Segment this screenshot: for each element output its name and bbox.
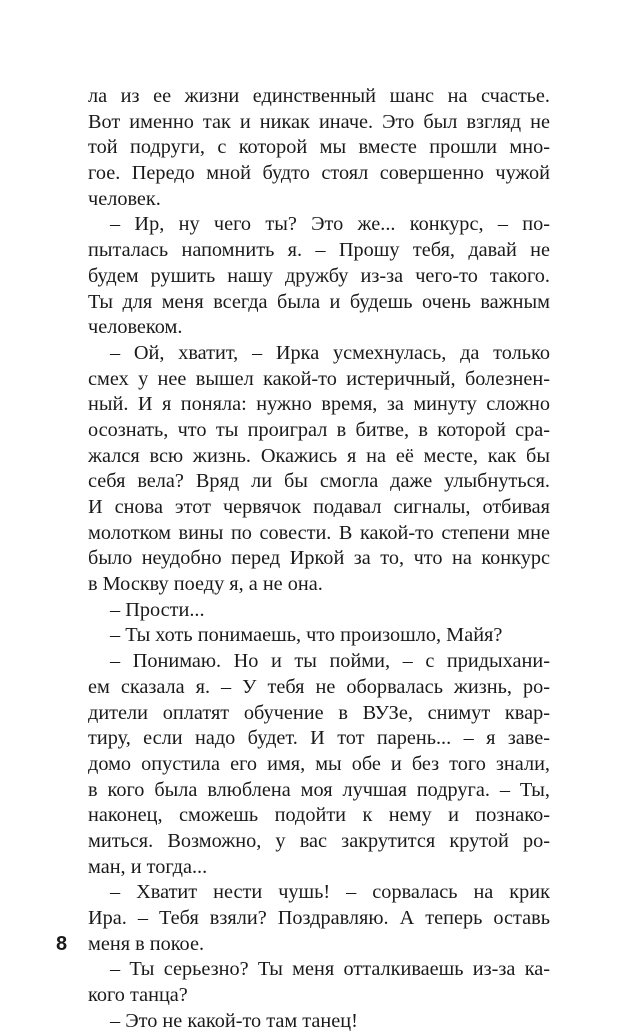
text-line: ем сказала я. – У тебя не оборвалась жизнь, ро- — [88, 675, 550, 698]
page-number: 8 — [56, 933, 68, 955]
text-line: – Ты хоть понимаешь, что произошло, Майя? — [110, 624, 503, 647]
text-line: смех у нее вышел какой-то истеричный, болезнен- — [88, 367, 550, 390]
text-line: в кого была влюблена моя лучшая подруга. – Ты, — [88, 778, 550, 801]
text-line: в Москву поеду я, а не она. — [88, 573, 323, 596]
text-line: будем рушить нашу дружбу из-за чего-то такого. — [88, 264, 550, 287]
paragraph — [88, 1009, 550, 1034]
text-line: меня в покое. — [88, 932, 205, 955]
text-line: ла из ее жизни единственный шанс на счастье. — [88, 85, 550, 107]
text-line: – Ой, хватит, – Ирка усмехнулась, да только — [110, 341, 550, 364]
text-line: Ира. – Тебя взяли? Поздравляю. А теперь оставь — [88, 907, 550, 929]
text-line: молотком вины по совести. В какой-то степени мне — [88, 521, 550, 544]
text-line: пыталась напомнить я. – Прошу тебя, давай не — [88, 239, 550, 262]
text-line: гое. Передо мной будто стоял совершенно чужой — [88, 162, 550, 185]
text-line: Ты для меня всегда была и будешь очень важным — [88, 290, 550, 313]
text-line: – Хватит нести чушь! – сорвалась на крик — [110, 881, 550, 904]
paragraph — [88, 880, 550, 957]
paragraph — [88, 649, 550, 880]
page-text — [88, 84, 550, 1034]
text-line: осознать, что ты проиграл в битве, в которой сра- — [88, 418, 550, 441]
paragraph — [88, 84, 550, 212]
text-line: – Прости... — [110, 598, 205, 621]
paragraph — [88, 598, 550, 624]
paragraph — [88, 341, 550, 598]
text-line: Вот именно так и никак иначе. Это был взгляд не — [88, 110, 550, 133]
text-line: той подруги, с которой мы вместе прошли мно- — [88, 136, 550, 159]
paragraph — [88, 212, 550, 340]
text-line: себя вела? Вряд ли бы смогла даже улыбнуться. — [88, 470, 550, 493]
text-line: дители оплатят обучение в ВУЗе, снимут квар- — [88, 701, 550, 724]
text-line: жался всю жизнь. Окажись я на её месте, как бы — [88, 444, 550, 467]
text-line: человеком. — [88, 316, 183, 339]
text-line: – Понимаю. Но и ты пойми, – с придыхани- — [110, 650, 550, 673]
text-line: ный. И я поняла: нужно время, за минуту сложно — [88, 393, 550, 416]
text-line: – Это не какой-то там танец! — [110, 1009, 358, 1032]
text-line: миться. Возможно, у вас закрутится крутой ро- — [88, 829, 550, 852]
text-line: кого танца? — [88, 984, 188, 1007]
text-line: – Ир, ну чего ты? Это же... конкурс, – по- — [110, 213, 550, 236]
text-line: И снова этот червячок подавал сигналы, отбивая — [88, 496, 550, 518]
text-line: наконец, сможешь подойти к нему и познако- — [88, 804, 550, 827]
paragraph — [88, 957, 550, 1008]
text-line: было неудобно перед Иркой за то, что на конкурс — [88, 547, 550, 570]
text-line: тиру, если надо будет. И тот парень... – я заве- — [88, 727, 550, 750]
text-line: – Ты серьезно? Ты меня отталкиваешь из-за ка- — [110, 958, 550, 981]
text-line: ман, и тогда... — [88, 855, 208, 878]
text-line: домо опустила его имя, мы обе и без того знали, — [88, 752, 550, 775]
text-line: человек. — [88, 187, 161, 210]
paragraph — [88, 623, 550, 649]
